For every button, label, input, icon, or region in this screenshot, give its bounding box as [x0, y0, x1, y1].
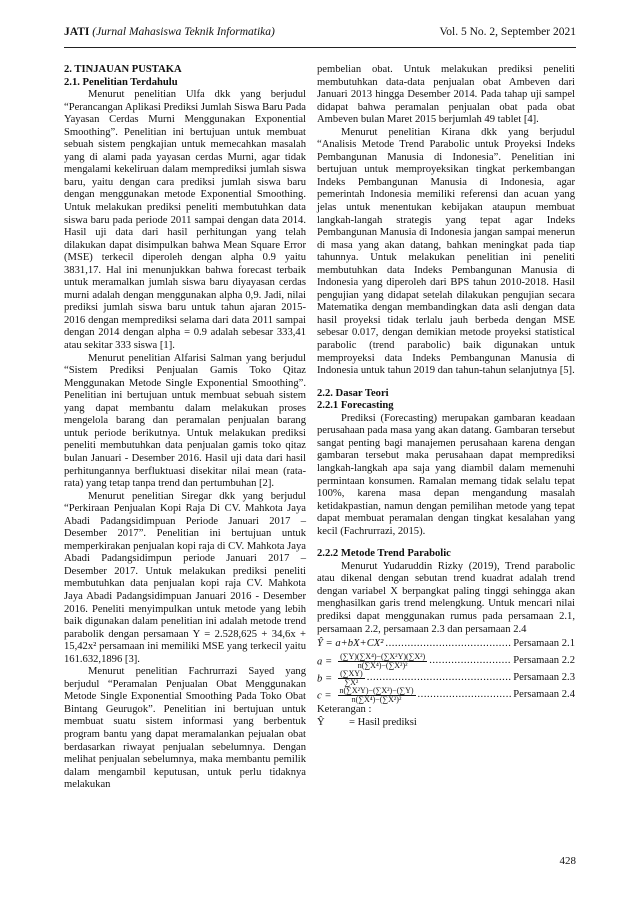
- equation-lhs: b =: [317, 673, 333, 684]
- subsection-dasar-teori: 2.2. Dasar Teori: [317, 387, 389, 399]
- equation-fraction: [338, 670, 365, 688]
- header-rule: [64, 47, 576, 48]
- right-column: [317, 64, 575, 729]
- equation-2-3: [317, 670, 575, 687]
- subsection-title: 2.1. Penelitian Terdahulu: [64, 76, 178, 88]
- section-title: 2. TINJAUAN PUSTAKA: [64, 64, 182, 75]
- keterangan-symbol: Ŷ: [317, 716, 325, 728]
- equation-label: Persamaan 2.3: [513, 672, 575, 684]
- journal-volume: Vol. 5 No. 2, September 2021: [439, 26, 576, 38]
- journal-title: [64, 26, 275, 38]
- fraction-numerator: (∑XY): [340, 668, 363, 678]
- equation-fraction: [338, 653, 427, 671]
- journal-name: (Jurnal Mahasiswa Teknik Informatika): [92, 26, 275, 38]
- paragraph-ulfa: Menurut penelitian Ulfa dkk yang berjudul “Perancangan Aplikasi Prediksi Jumlah Siswa Baru Pada Yayasan Cerdas Murni Menggunakan Exponential Smoothing”. Penelitian ini bertujuan untuk membuat sebuah sistem pengkajian untuk memecahkan masalah yang di alami pada yayasan cerdas Murni, agar tidak mengalami kekeliruan dalam memprediksi jumlah siswa baru, yaitu dengan cara prediksi jumlah siswa baru dengan menggunakan metode Exponential Smoothing. Untuk melakukan prediksi peneliti membutuhkan data siswa baru pada periode 2011 sampai dengan data 2014. Hasil uji data dari hasil perhitungan yang telah dilakukan dapat disimpulkan bahwa Mean Square Error (MSE) terkecil diperoleh dengan alpha 0.9 yaitu 3831,17. Hal ini menunjukkan bahwa forecast terbaik untuk meramalkan jumlah siswa baru diyayasan cerdas murni adalah dengan menggunakan alpha 0,9. Jadi, nilai prediksi jumlah siswa baru untuk tahun ajaran 2015-2016 dengan memprediksi selama dari data 2011 sampai dengan 2014 dengan alpha = 0.9 adalah sebesar 333,41 atau sekitar 333 siswa [1].: [64, 89, 306, 352]
- fraction-denominator: ∑X²: [344, 678, 359, 688]
- fraction-numerator: (∑Y)(∑X⁴)−(∑X²Y)(∑X²): [340, 651, 426, 661]
- left-column: [64, 64, 306, 792]
- equation-lhs: Ŷ = a+bX+CX²: [317, 638, 384, 650]
- equation-label: Persamaan 2.1: [513, 638, 575, 650]
- equation-2-4: [317, 687, 575, 704]
- journal-abbr: JATI: [64, 26, 90, 38]
- running-header: [64, 26, 576, 44]
- keterangan-item: [317, 717, 575, 730]
- keterangan-description: = Hasil prediksi: [349, 716, 417, 728]
- equation-label: Persamaan 2.4: [513, 689, 575, 701]
- page-number: 428: [559, 855, 576, 867]
- fraction-denominator: n(∑X⁴)−(∑X²)²: [357, 661, 408, 671]
- subsection-forecasting: 2.2.1 Forecasting: [317, 400, 394, 412]
- paragraph-continued: pembelian obat. Untuk melakukan prediksi peneliti membutuhkan data-data penjualan obat Ambeven dari Januari 2013 hingga Desember 2014. Pada tahap uji sampel didapat bahwa peramalan penjualan obat pada obat Ambeven bulan Maret 2015 berjumlah 49 tablet [4].: [317, 64, 575, 126]
- equation-fraction: [338, 687, 416, 705]
- subsection-trend-parabolic: 2.2.2 Metode Trend Parabolic: [317, 548, 451, 560]
- fraction-numerator: n(∑X²Y)−(∑X²)−(∑Y): [339, 685, 414, 695]
- keterangan-label: Keterangan :: [317, 704, 372, 716]
- paragraph-alfarisi: Menurut penelitian Alfarisi Salman yang berjudul “Sistem Prediksi Penjualan Gamis Toko Qitaz Menggunakan Metode Single Exponential Smoothing”. Penelitian ini bertujuan untuk membuat sebuah sistem yang dapat membantu dalam melakukan proses mengelola barang dan peramalan penjualan barang untuk periode berikutnya. Untuk melakukan prediksi peneliti membutuhkan data penjualan gamis toko qitaz bulan Januari - Desember 2016. Hasil uji data dari hasil perhitungannya berfluktuasi disekitar nilai mean (rata-rata) yang tetap tanpa trend dan pertumbuhan [2].: [64, 352, 306, 490]
- equation-2-1: [317, 636, 575, 653]
- equation-lhs: a =: [317, 656, 333, 667]
- equation-2-2: [317, 653, 575, 670]
- paragraph-forecasting: Prediksi (Forecasting) merupakan gambaran keadaan perusahaan pada masa yang akan datang. Gambaran tersebut sangat penting bagi manajemen perusahaan karena dengan gambaran tersebut maka perusahaan dapat memprediksi langkah-langkah apa saja yang diambil dalam memenuhi permintaan konsumen. Ramalan memang tidak selalu tepat 100%, karena masa depan mengandung masalah ketidakpastian, namun dengan pemilihan metode yang tepat dapat membuat peramalan dengan tingkat kesalahan yang kecil (Fachrurrazi, 2015).: [317, 412, 575, 537]
- paragraph-kirana: Menurut penelitian Kirana dkk yang berjudul “Analisis Metode Trend Parabolic untuk Proyeksi Indeks Pembangunan Manusia di Indonesia”. Penelitian ini bertujuan untuk memproyeksikan tingkat perkembangan Indeks Pembangunan Manusia di Indonesia, agar pemerintah Indonesia memiliki referensi dan acuan yang jelas untuk menentukan kebijakan ataupun membuat langkah-langah strategis yang tepat agar Indeks Pembangunan Manusia di Indonesia jangan sampai menerun di masa yang akan datang, bahkan meningkat pada tiap tahunnya. Untuk melakukan penelitian ini peneliti membutuhkan data Indeks Pembangunan Manusia di Indonesia yang diperoleh dari BPS tahun 2010-2018. Hasil pengujian yang didapat setelah dilakukan pengujian secara Matematika dengan membandingkan data asli dengan data hasil proyeksi tidak terlalu jauh berbeda dengan MSE sebesar 0.017, dengan demikian metode proyeksi statistical parabolic (trend parabolic) baik digunakan untuk memproyeksi data Indeks Pembangunan Manusia di Indonesia untuk tahun 2019 dan tahun-tahun selanjutnya [5].: [317, 126, 575, 377]
- paragraph-siregar: Menurut penelitian Siregar dkk yang berjudul “Perkiraan Penjualan Kopi Raja Di CV. Mahkota Jaya Abadi Padangsidimpuan Periode Januari 2017 – Desember 2017”. Penelitian ini bertujuan untuk memperkirakan penjualan kopi raja di CV. Mahkota Jaya Abadi Padangsidimpun periode Januari 2017 – Desember 2017. Untuk melakukan prediksi peneliti membutuhkan data penjualan kopi raja CV. Mahkota Jaya Abadi Padangsidimpuan Januari 2016 - Desember 2016. Peneliti menyimpulkan untuk metode yang lebih baik digunakan dalam penelitian ini adalah metode trend parabolik dengan persamaan Y = 2.528,625 + 34,6x + 15,42x² persamaan ini memiliki MSE yang terkecil yaitu 161.632,1896 [3].: [64, 490, 306, 665]
- fraction-denominator: n(∑X⁴)−(∑X²)²: [351, 695, 402, 705]
- paragraph-trend-parabolic: Menurut Yudaruddin Rizky (2019), Trend parabolic atau dikenal dengan sebutan trend kuadrat adalah trend dengan variabel X berpangkat paling tinggi sehingga akan menghasilkan garis trend melengkung. Untuk mencari nilai prediksi dapat menggunakan rumus pada persamaan 2.1, persamaan 2.2, persamaan 2.3 dan persamaan 2.4: [317, 560, 575, 635]
- equation-label: Persamaan 2.2: [513, 655, 575, 667]
- equation-lhs: c =: [317, 690, 332, 701]
- paragraph-fachrurrazi: Menurut penelitian Fachrurrazi Sayed yang berjudul “Peramalan Penjualan Obat Menggunakan Metode Single Exponential Smoothing Pada Toko Obat Bintang Geurugok”. Penelitian ini bertujuan untuk membuat suatu sistem informasi yang berbentuk program bantu yang dapat meramalankan pejualan obat berdasarkan riwayat penjualan sebelumnya. Dengan melihat penjualan sebelumnya, maka membantu pemilik dalam mengambil keputusan, untuk perlu tidaknya melakukan: [64, 666, 306, 791]
